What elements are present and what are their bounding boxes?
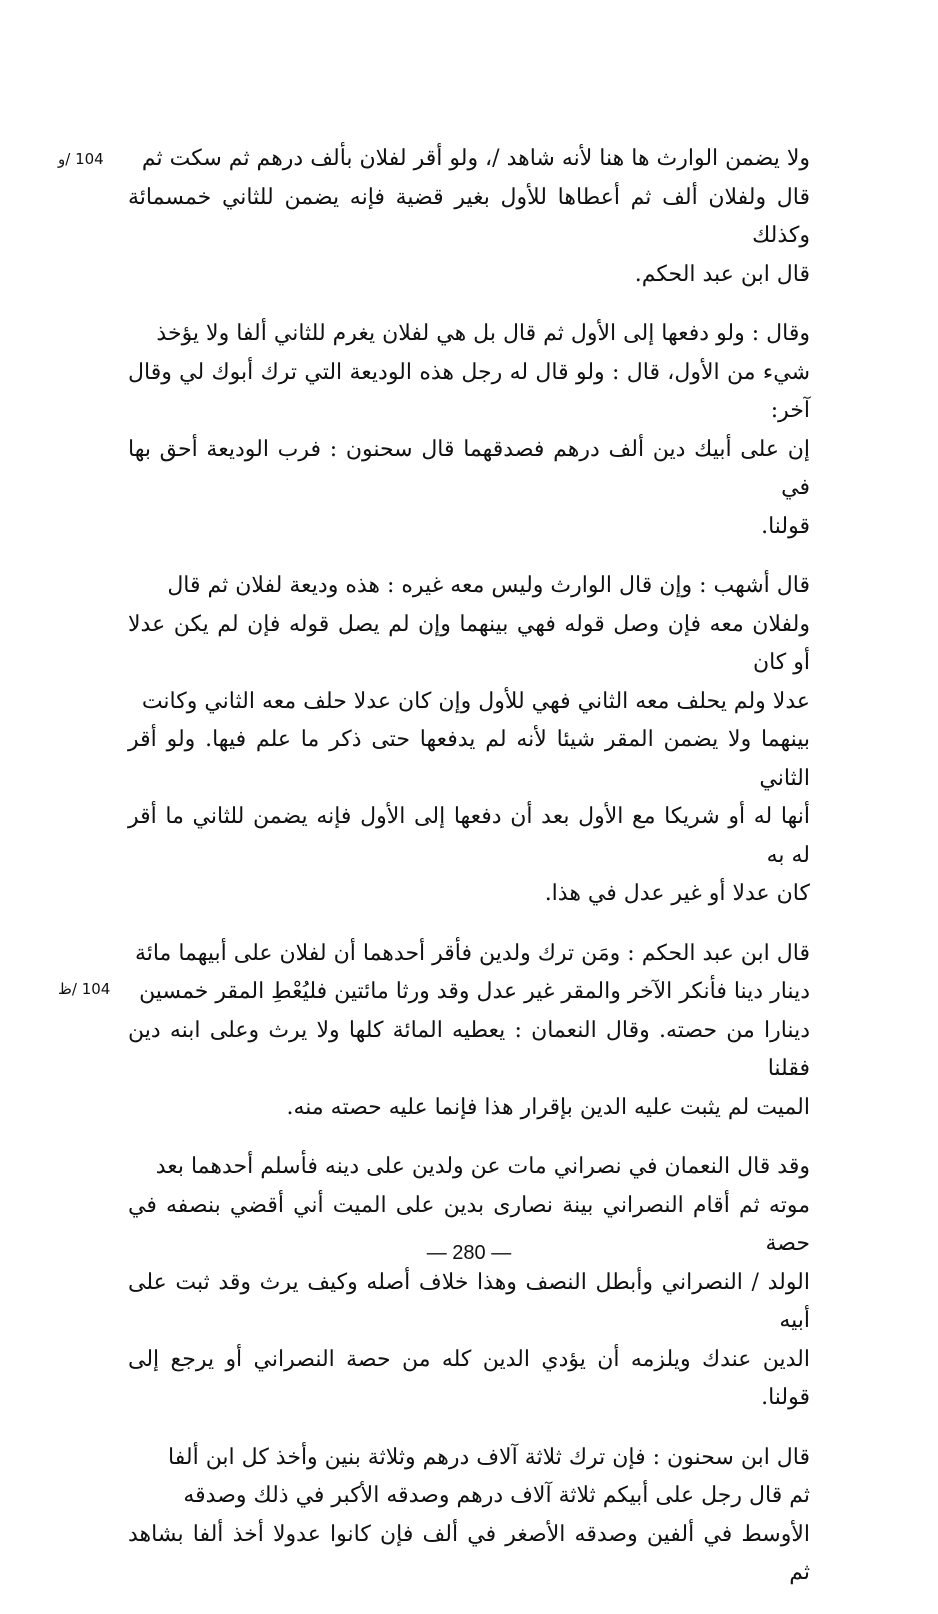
text-line: ولفلان معه فإن وصل قوله فهي بينهما وإن لم يصل قوله فإن لم يكن عدلا أو كان	[128, 611, 810, 675]
text-line: قال ابن عبد الحكم : ومَن ترك ولدين فأقر أحدهما أن لفلان على أبيهما مائة	[134, 940, 810, 966]
text-line: بينهما ولا يضمن المقر شيئا لأنه لم يدفعها حتى ذكر ما علم فيها. ولو أقر الثاني	[128, 727, 810, 791]
paragraph	[128, 567, 810, 914]
paragraph	[128, 140, 810, 294]
body-text	[128, 140, 810, 1614]
text-line: الأوسط في ألفين وصدقه الأصغر في ألف فإن كانوا عدولا أخذ ألفا بشاهد ثم	[128, 1521, 810, 1585]
text-line: دينارا من حصته. وقال النعمان : يعطيه المائة كلها ولا يرث وعلى ابنه دين فقلنا	[128, 1017, 810, 1081]
paragraph	[128, 1439, 810, 1593]
text-line: قال ولفلان ألف ثم أعطاها للأول بغير قضية فإنه يضمن للثاني خمسمائة وكذلك	[128, 184, 810, 248]
text-line: دينار دينا فأنكر الآخر والمقر غير عدل وقد ورثا مائتين فليُعْطِ المقر خمسين	[139, 979, 810, 1004]
paragraph	[128, 1148, 810, 1418]
page-number: — 280 —	[426, 1242, 512, 1264]
text-line: قولنا.	[761, 513, 810, 539]
text-line: وقال : ولو دفعها إلى الأول ثم قال بل هي لفلان يغرم للثاني ألفا ولا يؤخذ	[156, 321, 810, 346]
text-line: كان عدلا أو غير عدل في هذا.	[544, 881, 810, 906]
text-line: الدين عندك ويلزمه أن يؤدي الدين كله من حصة النصراني أو يرجع إلى قولنا.	[128, 1346, 810, 1410]
paragraph	[128, 935, 810, 1128]
margin-folio-note: 104 /و	[58, 150, 104, 168]
text-line: الميت لم يثبت عليه الدين بإقرار هذا فإنما عليه حصته منه.	[286, 1094, 810, 1120]
text-line: ثم قال رجل على أبيكم ثلاثة آلاف درهم وصدقه الأكبر في ذلك وصدقه	[183, 1483, 810, 1508]
paragraph	[128, 315, 810, 546]
text-line: قال ابن عبد الحكم.	[634, 261, 810, 287]
text-line: الولد / النصراني وأبطل النصف وهذا خلاف أصله وكيف يرث وقد ثبت على أبيه	[128, 1269, 810, 1333]
margin-folio-note: 104 /ظ	[58, 980, 111, 998]
text-line: أنها له أو شريكا مع الأول بعد أن دفعها إلى الأول فإنه يضمن للثاني ما أقر له به	[128, 804, 810, 868]
text-line: إن على أبيك دين ألف درهم فصدقهما قال سحنون : فرب الوديعة أحق بها في	[128, 436, 810, 500]
text-line: قال ابن سحنون : فإن ترك ثلاثة آلاف درهم وثلاثة بنين وأخذ كل ابن ألفا	[168, 1444, 810, 1470]
text-line: عدلا ولم يحلف معه الثاني فهي للأول وإن كان عدلا حلف معه الثاني وكانت	[141, 688, 810, 714]
text-line: ولا يضمن الوارث ها هنا لأنه شاهد /، ولو أقر لفلان بألف درهم ثم سكت ثم	[141, 146, 810, 171]
text-line: وقد قال النعمان في نصراني مات عن ولدين على دينه فأسلم أحدهما بعد	[155, 1154, 810, 1179]
text-line: قال أشهب : وإن قال الوارث وليس معه غيره : هذه وديعة لفلان ثم قال	[167, 573, 810, 598]
text-line: موته ثم أقام النصراني بينة نصارى بدين على الميت أني أقضي بنصفه في حصة	[128, 1192, 810, 1256]
text-line: شيء من الأول، قال : ولو قال له رجل هذه الوديعة التي ترك أبوك لي وقال آخر:	[128, 359, 810, 423]
